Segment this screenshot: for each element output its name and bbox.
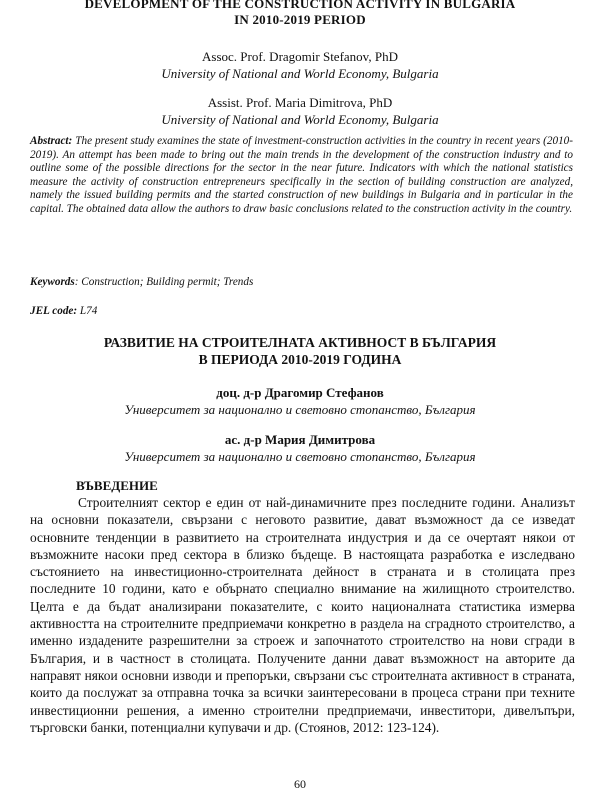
page-number: 60 [294,777,306,791]
author-name: ас. д-р Мария Димитрова [224,432,376,447]
jel-value: L74 [77,305,98,317]
introduction-body [30,494,575,736]
english-title-line-1: DEVELOPMENT OF THE CONSTRUCTION ACTIVITY IN BULGARIA [84,0,516,11]
author-name: Assist. Prof. Maria Dimitrova, PhD [207,95,393,110]
author-affiliation: Университет за национално и световно стопанство, България [124,402,476,417]
keywords-text: : Construction; Building permit; Trends [74,276,254,288]
author-affiliation: University of National and World Economy, Bulgaria [161,112,439,127]
bulgarian-author-1 [0,384,600,418]
abstract-label: Abstract: [30,135,73,147]
jel-label: JEL code: [30,305,78,317]
english-title-line-2: IN 2010-2019 PERIOD [234,12,366,27]
author-name: Assoc. Prof. Dragomir Stefanov, PhD [202,49,398,64]
english-author-1 [0,48,600,82]
bulgarian-title [0,334,600,368]
bulgarian-title-line-1: РАЗВИТИЕ НА СТРОИТЕЛНАТА АКТИВНОСТ В БЪЛГАРИЯ [103,335,497,350]
keywords-label: Keywords [30,276,75,288]
keywords [30,276,573,288]
introduction-heading: ВЪВЕДЕНИЕ [76,478,158,493]
english-title [0,0,600,28]
abstract-text: The present study examines the state of investment-construction activities in the country in recent years (2010-2019). An attempt has been made to bring out the main trends in the development of the construction industry and to outline some of the possible directions for the sector in the near future. Indicators with which the national statistics measure the activity of construction entrepreneurs specifically in the section of building construction are analyzed, namely the issued building permits and the started construction of new buildings in Bulgaria and in particular in the capital. The obtained data allow the authors to draw basic conclusions related to the construction activity in the country. [30,135,573,215]
abstract [30,135,573,216]
english-author-2 [0,94,600,128]
introduction-text: Строителният сектор е един от най-динамичните през последните години. Анализът на основни показатели, свързани с неговото развитие, дават възможност да се изведат основните тенденции в развитието на строителната индустрия и да се очертаят някои от възможните насоки пред сектора в близко бъдеще. В настоящата разработка е изследвано състоянието на инвестиционно-строителната дейност в страната и в столицата през последните 10 години, като е обърнато специално внимание на жилищното строителство. Целта е да бъдат анализирани показателите, с които националната статистика измерва активността на строителните предприемачи конкретно в раздела на сградното строителство, а именно издадените разрешителни за строеж и започнатото строителство на нови сгради в България, и в частност в столицата. Получените данни дават възможност на авторите да направят някои основни изводи и препоръки, свързани със строителната активност в страната, които да послужат за отправна точка за всички заинтересовани в процеса страни при техните инвестиционни решения, а именно строителни предприемачи, инвеститори, дивелъпъри, търговски банки, потенциални купувачи и др. (Стоянов, 2012: 123-124). [30,495,575,735]
jel-code [30,305,97,317]
bulgarian-title-line-2: В ПЕРИОДА 2010-2019 ГОДИНА [198,352,402,367]
author-affiliation: Университет за национално и световно стопанство, България [124,449,476,464]
author-affiliation: University of National and World Economy, Bulgaria [161,66,439,81]
bulgarian-author-2 [0,431,600,465]
author-name: доц. д-р Драгомир Стефанов [216,385,384,400]
